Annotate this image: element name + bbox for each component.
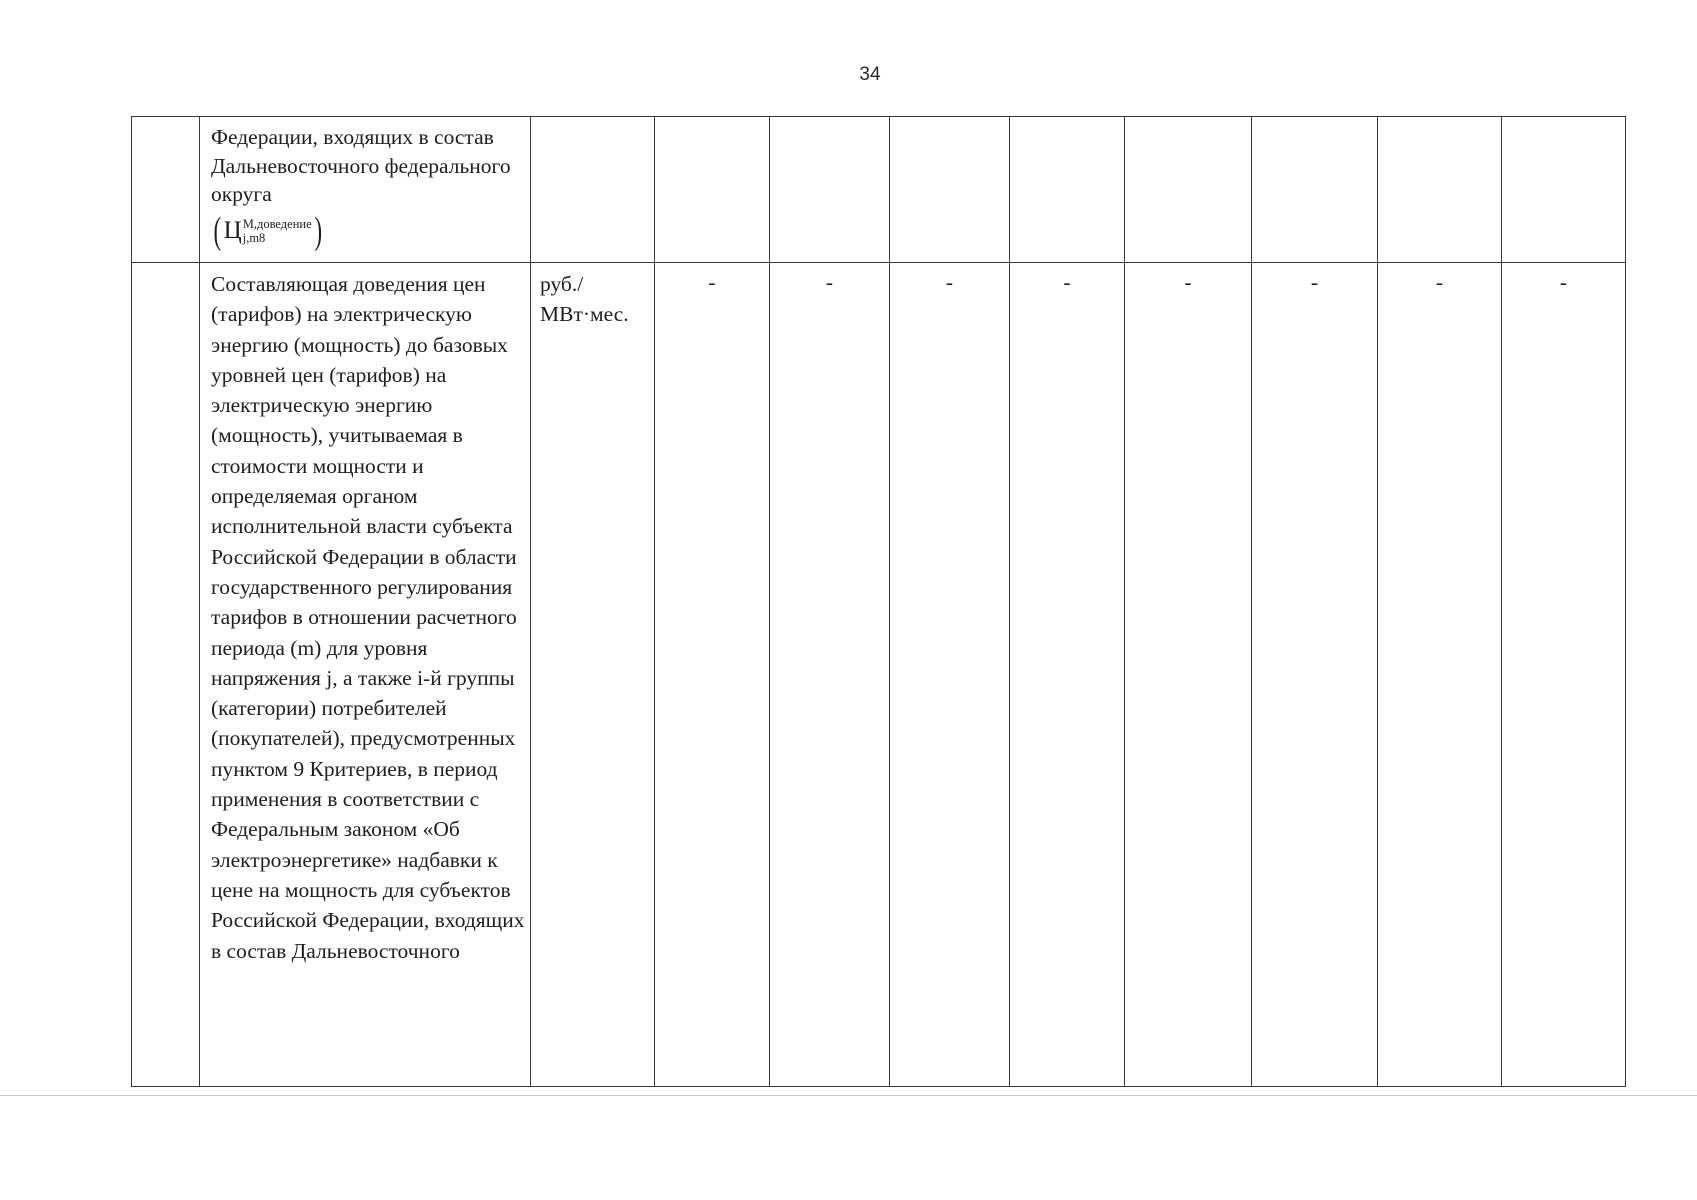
number-cell <box>132 263 200 1087</box>
value-cell: - <box>1010 263 1125 1087</box>
value-cell <box>770 117 890 263</box>
unit-line-2: МВт·мес. <box>540 302 629 327</box>
table-row <box>132 263 1626 1087</box>
value-cell <box>655 117 770 263</box>
data-table <box>131 116 1626 1087</box>
page-divider <box>0 1095 1697 1096</box>
unit-cell <box>531 117 655 263</box>
value-cell <box>890 117 1010 263</box>
value-cell: - <box>1125 263 1252 1087</box>
value-cell <box>1252 117 1378 263</box>
unit-cell <box>531 263 655 1087</box>
value-cell <box>1125 117 1252 263</box>
description-text: Федерации, входящих в состав Дальневосточного федерального округа <box>211 125 511 206</box>
value-cell: - <box>770 263 890 1087</box>
page-number: 34 <box>859 64 881 85</box>
value-cell: - <box>1378 263 1502 1087</box>
number-cell <box>132 117 200 263</box>
table-row-continuation <box>132 117 1626 263</box>
formula-superscript: М,доведение <box>242 216 312 231</box>
description-cell: Составляющая доведения цен (тарифов) на электрическую энергию (мощность) до базовых уровней цен (тарифов) на электрическую энергию (мощность), учитываемая в стоимости мощности и определяемая органом исполнительной власти субъекта Российской Федерации в области государственного регулирования тарифов в отношении расчетного периода (m) для уровня напряжения j, а также i-й группы (категории) потребителей (покупателей), предусмотренных пунктом 9 Критериев, в период применения в соответствии с Федеральным законом «Об электроэнергетике» надбавки к цене на мощность для субъектов Российской Федерации, входящих в состав Дальневосточного <box>200 263 531 1087</box>
description-cell <box>200 117 531 263</box>
formula-subscript: j,m8 <box>242 230 266 245</box>
unit-line-1: руб./ <box>540 272 584 296</box>
value-cell: - <box>890 263 1010 1087</box>
value-cell <box>1010 117 1125 263</box>
formula-symbol: Ц <box>223 216 242 244</box>
value-cell: - <box>1252 263 1378 1087</box>
value-cell: - <box>655 263 770 1087</box>
value-cell <box>1378 117 1502 263</box>
value-cell <box>1502 117 1626 263</box>
value-cell: - <box>1502 263 1626 1087</box>
price-formula: ( Ц М,доведение j,m8 ) <box>213 209 322 252</box>
